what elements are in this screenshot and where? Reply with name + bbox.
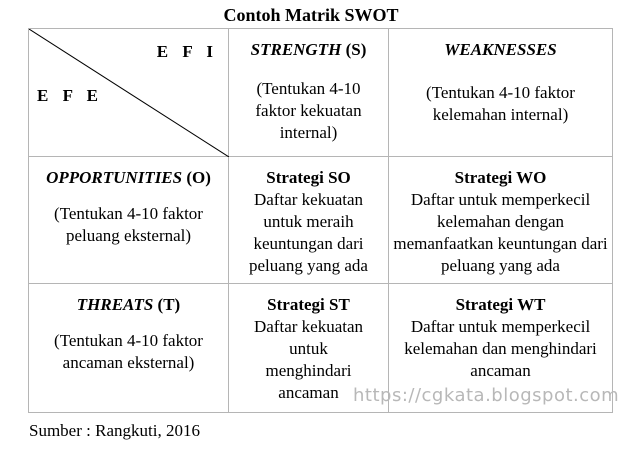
blog-watermark: https://cgkata.blogspot.com — [353, 385, 620, 406]
strategy-so-text: Daftar kekuatan untuk meraih keuntungan dari peluang yang ada — [249, 190, 368, 275]
strength-header-cell — [229, 29, 389, 157]
strategy-so-cell — [229, 157, 389, 284]
threats-abbr: (T) — [157, 295, 181, 314]
weaknesses-title: WEAKNESSES — [444, 40, 557, 59]
threats-description: (Tentukan 4-10 faktor ancaman eksternal) — [54, 331, 203, 372]
source-caption: Sumber : Rangkuti, 2016 — [29, 421, 200, 440]
strength-title: STRENGTH — [250, 40, 342, 59]
strategy-wt-text: Daftar untuk memperkecil kelemahan dan menghindari ancaman — [404, 317, 597, 380]
strategy-wt-title: Strategi WT — [455, 295, 546, 314]
threats-title: THREATS — [76, 295, 154, 314]
threats-header-cell — [29, 284, 229, 413]
efe-label: E F E — [37, 86, 103, 105]
opportunities-title: OPPORTUNITIES — [46, 168, 183, 187]
strategy-wo-cell — [389, 157, 613, 284]
strategy-so-title: Strategi SO — [266, 168, 351, 187]
efi-label: E F I — [156, 42, 218, 61]
weaknesses-description: (Tentukan 4-10 faktor kelemahan internal) — [426, 83, 575, 124]
swot-matrix-table — [28, 28, 613, 413]
corner-cell — [29, 29, 229, 157]
opportunities-header-cell — [29, 157, 229, 284]
header-row — [29, 29, 613, 157]
strength-description: (Tentukan 4-10 faktor kekuatan internal) — [255, 79, 362, 142]
opportunities-abbr: (O) — [186, 168, 211, 187]
strategy-st-title: Strategi ST — [267, 295, 350, 314]
matrix-title: Contoh Matrik SWOT — [223, 5, 399, 25]
opportunities-description: (Tentukan 4-10 faktor peluang eksternal) — [54, 204, 203, 245]
strength-abbr: (S) — [345, 40, 367, 59]
strategy-wo-text: Daftar untuk memperkecil kelemahan dengan memanfaatkan keuntungan dari peluang yang ada — [393, 190, 608, 275]
strategy-st-text: Daftar kekuatan untuk menghindari ancaman — [253, 317, 364, 402]
opportunities-row — [29, 157, 613, 284]
weaknesses-header-cell — [389, 29, 613, 157]
strategy-wo-title: Strategi WO — [454, 168, 547, 187]
